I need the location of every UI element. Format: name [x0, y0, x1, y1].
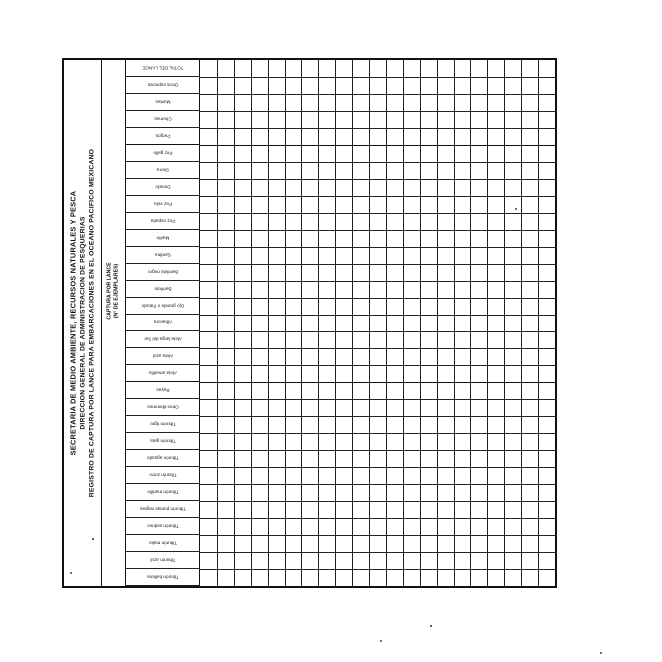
species-row-label [126, 264, 199, 281]
species-row-label [126, 60, 199, 77]
species-row-label [126, 281, 199, 298]
grid-row-line [200, 247, 555, 248]
species-row-label [126, 145, 199, 162]
grid-row-line [200, 518, 555, 519]
grid-column-line [403, 60, 404, 586]
grid-row-line [200, 501, 555, 502]
grid-column-line [437, 60, 438, 586]
species-name: Aleta azul [152, 353, 173, 359]
catch-group-title: CAPTURA POR LANCE [106, 262, 113, 321]
grid-column-line [335, 60, 336, 586]
species-row-label [126, 315, 199, 332]
grid-row-line [200, 298, 555, 299]
grid-row-line [200, 162, 555, 163]
grid-row-line [200, 77, 555, 78]
species-row-label [126, 399, 199, 416]
species-name: Tiburón ballena [146, 574, 179, 580]
grid-row-line [200, 230, 555, 231]
grid-column-line [487, 60, 488, 586]
form-title-band [64, 60, 102, 586]
grid-row-line [200, 281, 555, 282]
species-name: Tiburón puntas negras [139, 506, 186, 512]
grid-row-line [200, 315, 555, 316]
catch-group-label [106, 263, 121, 320]
species-row-label [126, 128, 199, 145]
catch-group-header [102, 60, 126, 586]
species-row-label [126, 247, 199, 264]
species-name: Pez gallo [153, 150, 172, 156]
grid-row-line [200, 484, 555, 485]
species-name: Tiburón martillo [146, 489, 179, 495]
species-name: Albacora [153, 319, 172, 325]
species-name: Tiburón tigre [149, 421, 176, 427]
species-row-label [126, 467, 199, 484]
grid-row-line [200, 467, 555, 468]
species-row-label [126, 213, 199, 230]
grid-row-line [200, 433, 555, 434]
grid-column-line [470, 60, 471, 586]
grid-column-line [538, 60, 539, 586]
species-row-label [126, 552, 199, 569]
grid-column-line [504, 60, 505, 586]
species-name: Pargos [155, 133, 170, 139]
grid-row-line [200, 552, 555, 553]
scan-speck [70, 572, 72, 574]
grid-column-line [521, 60, 522, 586]
grid-column-line [420, 60, 421, 586]
grid-row-line [200, 569, 555, 570]
species-name: Tiburón sedoso [146, 523, 179, 529]
species-name: Rayas [155, 387, 170, 393]
catch-group-subtitle: (N° DE EJEMPLARES) [113, 264, 120, 319]
species-name: Pez espada [150, 218, 175, 224]
grid-row-line [200, 213, 555, 214]
species-row-label [126, 331, 199, 348]
grid-column-line [268, 60, 269, 586]
grid-row-line [200, 145, 555, 146]
grid-row-line [200, 365, 555, 366]
grid-column-line [352, 60, 353, 586]
species-name: Tiburón mako [148, 540, 177, 546]
species-name: Sierra [156, 167, 169, 173]
species-row-label [126, 433, 199, 450]
species-name: Pez vela [153, 201, 172, 207]
lance-entry-grid [200, 60, 555, 586]
species-row-label [126, 179, 199, 196]
species-name: Ojo grande o Patudo [141, 303, 184, 309]
grid-column-line [301, 60, 302, 586]
species-row-label [126, 196, 199, 213]
species-row-label [126, 365, 199, 382]
species-row-label [126, 535, 199, 552]
species-name: Barrilete [153, 286, 172, 292]
fishing-catch-form [62, 58, 557, 588]
species-row-label [126, 518, 199, 535]
grid-column-line [251, 60, 252, 586]
species-row-label [126, 416, 199, 433]
grid-row-line [200, 416, 555, 417]
species-name: Chernas [153, 116, 172, 122]
species-name: Sardina [154, 252, 171, 258]
species-row-label [126, 94, 199, 111]
species-name: Otros tiburones [146, 404, 179, 410]
species-row-label [126, 484, 199, 501]
grid-row-line [200, 179, 555, 180]
grid-row-line [200, 331, 555, 332]
grid-row-line [200, 111, 555, 112]
species-name: Aleta larga del Sur [143, 336, 182, 342]
species-name: Otros especies [147, 82, 178, 88]
species-row-label [126, 111, 199, 128]
species-row-label [126, 162, 199, 179]
grid-column-line [454, 60, 455, 586]
species-name: Barrilete negro [147, 269, 178, 275]
form-title-ministry: SECRETARIA DE MEDIO AMBIENTE, RECURSOS NATURALES Y PESCA [68, 190, 77, 456]
species-row-label [126, 569, 199, 586]
species-name: Tiburón gata [149, 438, 176, 444]
grid-row-line [200, 128, 555, 129]
species-label-column [126, 60, 200, 586]
scan-speck [380, 640, 382, 642]
grid-row-line [200, 196, 555, 197]
scan-speck [430, 625, 432, 627]
grid-row-line [200, 348, 555, 349]
species-row-label [126, 348, 199, 365]
grid-column-line [285, 60, 286, 586]
scan-speck [515, 208, 517, 210]
grid-row-line [200, 450, 555, 451]
grid-row-line [200, 382, 555, 383]
species-name: Marlín [156, 235, 169, 241]
species-row-label [126, 382, 199, 399]
species-name: Tiburón aguado [146, 455, 179, 461]
form-title-register: REGISTRO DE CAPTURA POR LANCE PARA EMBARCACIONES EN EL OCEANO PACIFICO MEXICANO [88, 148, 95, 498]
species-name: Aleta amarilla [148, 370, 177, 376]
species-row-label [126, 77, 199, 94]
grid-row-line [200, 399, 555, 400]
species-row-label [126, 501, 199, 518]
grid-column-line [318, 60, 319, 586]
species-name: Mantas [154, 99, 171, 105]
species-name: Dorado [154, 184, 171, 190]
grid-column-line [386, 60, 387, 586]
grid-column-line [369, 60, 370, 586]
grid-column-line [217, 60, 218, 586]
species-row-label [126, 450, 199, 467]
species-name: Tiburón azul [149, 557, 176, 563]
grid-column-line [234, 60, 235, 586]
form-title-directorate: DIRECCION GENERAL DE ADMINISTRACION DE PESQUERIAS [79, 216, 86, 430]
species-name: TOTAL DEL LANCE [142, 65, 183, 71]
scan-speck [600, 652, 602, 654]
grid-row-line [200, 535, 555, 536]
species-row-label [126, 298, 199, 315]
grid-row-line [200, 264, 555, 265]
grid-row-line [200, 94, 555, 95]
species-name: Tiburón zorro [148, 472, 177, 478]
species-row-label [126, 230, 199, 247]
scan-speck [92, 538, 94, 540]
